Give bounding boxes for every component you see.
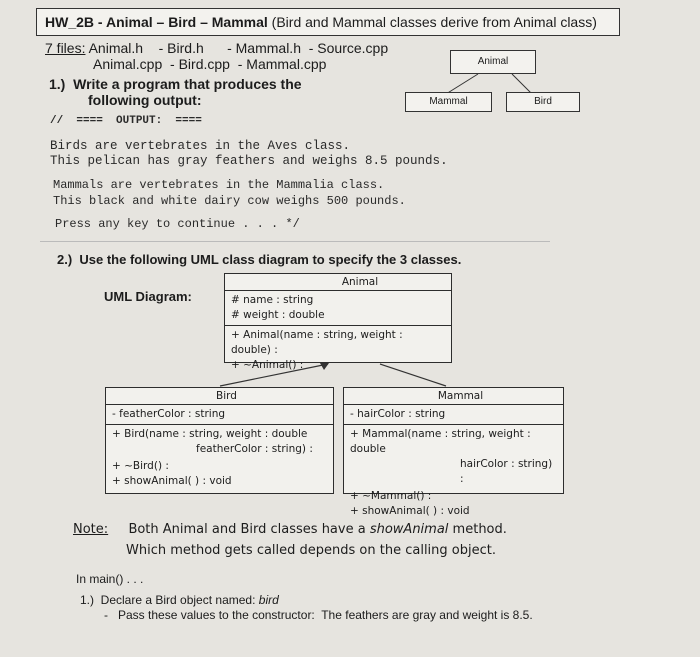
uml-mammal-showanimal: + showAnimal( ) : void — [350, 505, 470, 517]
q1-label-line1: 1.) Write a program that produces the — [49, 76, 302, 92]
main-intro: In main() . . . — [76, 572, 144, 586]
uml-mammal-constructor-cont: hairColor : string) : — [460, 458, 553, 485]
uml-animal-title: Animal — [341, 276, 379, 288]
uml-animal-destructor: + ~Animal() : — [231, 359, 304, 371]
uml-mammal-title: Mammal — [437, 390, 484, 402]
note-label: Note: — [73, 522, 109, 537]
uml-diagram-label: UML Diagram: — [104, 289, 192, 304]
q2-label: 2.) Use the following UML class diagram to specify the 3 classes. — [57, 252, 462, 267]
uml-mammal-destructor: + ~Mammal() : — [350, 490, 432, 502]
q1-label-line2: following output: — [88, 92, 202, 108]
mini-bird-box: Bird — [506, 92, 580, 112]
output-line-4: This black and white dairy cow weighs 500 pounds. — [53, 194, 406, 208]
mini-mammal-box: Mammal — [405, 92, 492, 112]
files-row-2: Animal.cpp - Bird.cpp - Mammal.cpp — [93, 56, 327, 72]
assignment-subtitle: (Bird and Mammal classes derive from Animal class) — [271, 14, 597, 30]
note-method-name: showAnimal — [369, 522, 449, 537]
bird-object-name: bird — [258, 593, 279, 607]
uml-bird-destructor: + ~Bird() : — [112, 460, 169, 472]
uml-bird-constructor: + Bird(name : string, weight : double — [112, 428, 308, 440]
output-line-3: Mammals are vertebrates in the Mammalia class. — [53, 178, 385, 192]
uml-bird-attr-feathercolor: - featherColor : string — [112, 408, 226, 420]
uml-mammal-constructor: + Mammal(name : string, weight : double — [350, 428, 531, 455]
uml-mammal-class — [343, 387, 564, 517]
mini-animal-box: Animal — [450, 50, 536, 74]
main-step-1-sub: - Pass these values to the constructor: The feathers are gray and weight is 8.5. — [104, 608, 533, 622]
files-label: 7 files: — [45, 40, 86, 56]
output-line-5: Press any key to continue . . . */ — [55, 217, 300, 231]
uml-bird-constructor-cont: featherColor : string) : — [196, 443, 313, 455]
note-line-2: Which method gets called depends on the calling object. — [126, 543, 496, 558]
uml-animal-attr-name: # name : string — [231, 294, 314, 306]
assignment-code: HW_2B — [45, 14, 95, 30]
header-box — [36, 8, 620, 36]
section-divider — [40, 241, 550, 242]
uml-animal-attr-weight: # weight : double — [231, 309, 325, 321]
uml-bird-showanimal: + showAnimal( ) : void — [112, 475, 232, 487]
uml-bird-class — [105, 387, 334, 494]
uml-animal-class — [224, 273, 452, 371]
files-row-1: Animal.h - Bird.h - Mammal.h - Source.cpp — [88, 40, 389, 56]
output-line-1: Birds are vertebrates in the Aves class. — [50, 139, 351, 153]
note-line-1: Note: Both Animal and Bird classes have a showAnimal method. — [73, 522, 507, 537]
uml-animal-constructor: + Animal(name : string, weight : double) : — [231, 329, 403, 356]
files-list — [45, 40, 388, 56]
main-step-1: 1.) Declare a Bird object named: bird — [80, 593, 279, 607]
assignment-title: Animal – Bird – Mammal — [105, 14, 268, 30]
output-line-2: This pelican has gray feathers and weighs 8.5 pounds. — [50, 154, 448, 168]
uml-mammal-attr-haircolor: - hairColor : string — [350, 408, 446, 420]
uml-bird-title: Bird — [216, 390, 237, 402]
header-title: HW_2B - Animal – Bird – Mammal (Bird and Mammal classes derive from Animal class) — [45, 14, 597, 30]
output-comment: // ==== OUTPUT: ==== — [50, 115, 202, 127]
